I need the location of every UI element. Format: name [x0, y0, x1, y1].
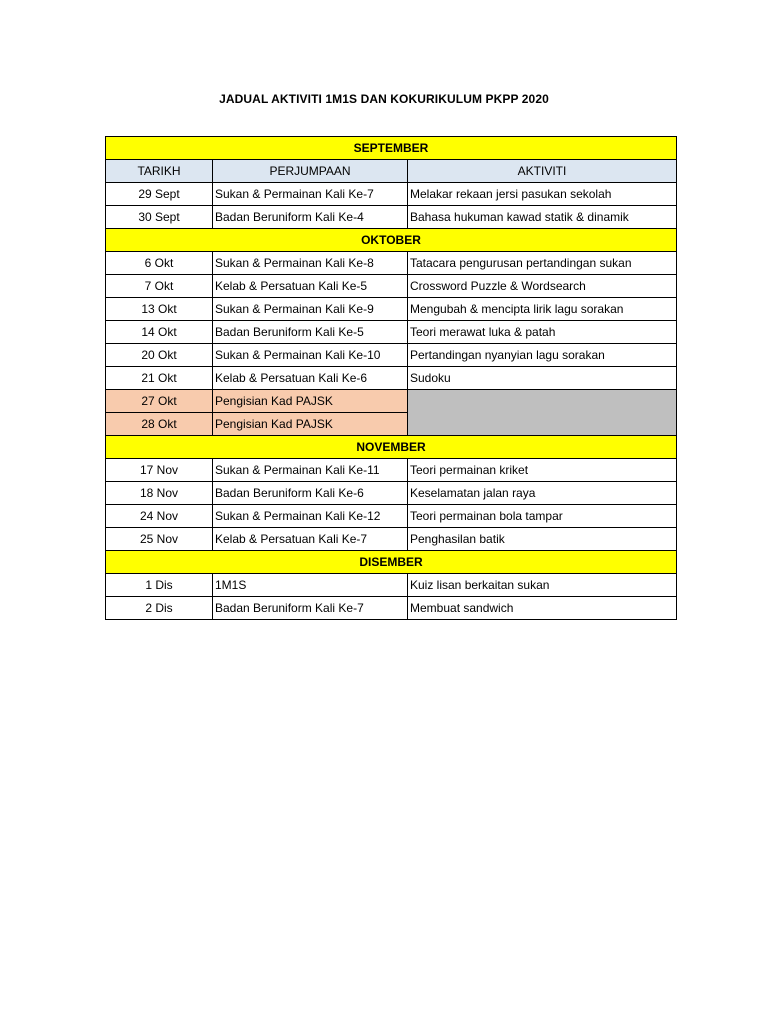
table-row: [106, 206, 677, 229]
table-row: [106, 459, 677, 482]
activity-cell: Membuat sandwich: [408, 597, 677, 620]
meeting-cell: Sukan & Permainan Kali Ke-12: [213, 505, 408, 528]
date-cell: 1 Dis: [106, 574, 213, 597]
table-row: [106, 298, 677, 321]
meeting-cell: Badan Beruniform Kali Ke-4: [213, 206, 408, 229]
activity-cell: Sudoku: [408, 367, 677, 390]
schedule-table: [105, 136, 677, 620]
meeting-cell: Badan Beruniform Kali Ke-6: [213, 482, 408, 505]
month-row-disember: [106, 551, 677, 574]
table-row: [106, 597, 677, 620]
meeting-cell: Kelab & Persatuan Kali Ke-6: [213, 367, 408, 390]
activity-cell: Crossword Puzzle & Wordsearch: [408, 275, 677, 298]
table-row: [106, 183, 677, 206]
date-cell: 2 Dis: [106, 597, 213, 620]
header-meeting: PERJUMPAAN: [213, 160, 408, 183]
activity-cell: Tatacara pengurusan pertandingan sukan: [408, 252, 677, 275]
meeting-cell: Sukan & Permainan Kali Ke-11: [213, 459, 408, 482]
meeting-cell: Kelab & Persatuan Kali Ke-7: [213, 528, 408, 551]
table-row: [106, 367, 677, 390]
month-label: OKTOBER: [106, 229, 677, 252]
meeting-cell: Kelab & Persatuan Kali Ke-5: [213, 275, 408, 298]
date-cell: 20 Okt: [106, 344, 213, 367]
date-cell: 21 Okt: [106, 367, 213, 390]
activity-cell: Kuiz lisan berkaitan sukan: [408, 574, 677, 597]
table-row: [106, 252, 677, 275]
page-title: JADUAL AKTIVITI 1M1S DAN KOKURIKULUM PKPP 2020: [219, 92, 549, 106]
month-label: SEPTEMBER: [106, 137, 677, 160]
table-row: [106, 528, 677, 551]
header-date: TARIKH: [106, 160, 213, 183]
table-row: [106, 344, 677, 367]
meeting-cell: Pengisian Kad PAJSK: [213, 390, 408, 413]
date-cell: 28 Okt: [106, 413, 213, 436]
date-cell: 25 Nov: [106, 528, 213, 551]
activity-cell: Bahasa hukuman kawad statik & dinamik: [408, 206, 677, 229]
activity-cell: Teori permainan kriket: [408, 459, 677, 482]
month-label: NOVEMBER: [106, 436, 677, 459]
date-cell: 30 Sept: [106, 206, 213, 229]
date-cell: 14 Okt: [106, 321, 213, 344]
activity-cell: Melakar rekaan jersi pasukan sekolah: [408, 183, 677, 206]
activity-cell: Penghasilan batik: [408, 528, 677, 551]
activity-cell: Teori merawat luka & patah: [408, 321, 677, 344]
date-cell: 17 Nov: [106, 459, 213, 482]
meeting-cell: Sukan & Permainan Kali Ke-7: [213, 183, 408, 206]
meeting-cell: Badan Beruniform Kali Ke-5: [213, 321, 408, 344]
month-row-oktober: [106, 229, 677, 252]
table-row-pajsk: [106, 390, 677, 413]
date-cell: 7 Okt: [106, 275, 213, 298]
meeting-cell: Sukan & Permainan Kali Ke-9: [213, 298, 408, 321]
date-cell: 27 Okt: [106, 390, 213, 413]
header-activity: AKTIVITI: [408, 160, 677, 183]
activity-cell: Keselamatan jalan raya: [408, 482, 677, 505]
table-row: [106, 321, 677, 344]
empty-activity-cell: [408, 390, 677, 436]
header-row: [106, 160, 677, 183]
meeting-cell: Pengisian Kad PAJSK: [213, 413, 408, 436]
activity-cell: Mengubah & mencipta lirik lagu sorakan: [408, 298, 677, 321]
date-cell: 13 Okt: [106, 298, 213, 321]
meeting-cell: Sukan & Permainan Kali Ke-8: [213, 252, 408, 275]
activity-cell: Pertandingan nyanyian lagu sorakan: [408, 344, 677, 367]
month-row-september: [106, 137, 677, 160]
meeting-cell: 1M1S: [213, 574, 408, 597]
month-label: DISEMBER: [106, 551, 677, 574]
table-row: [106, 482, 677, 505]
date-cell: 18 Nov: [106, 482, 213, 505]
table-row: [106, 574, 677, 597]
table-row: [106, 275, 677, 298]
month-row-november: [106, 436, 677, 459]
meeting-cell: Badan Beruniform Kali Ke-7: [213, 597, 408, 620]
meeting-cell: Sukan & Permainan Kali Ke-10: [213, 344, 408, 367]
table-row: [106, 505, 677, 528]
date-cell: 29 Sept: [106, 183, 213, 206]
date-cell: 24 Nov: [106, 505, 213, 528]
activity-cell: Teori permainan bola tampar: [408, 505, 677, 528]
date-cell: 6 Okt: [106, 252, 213, 275]
